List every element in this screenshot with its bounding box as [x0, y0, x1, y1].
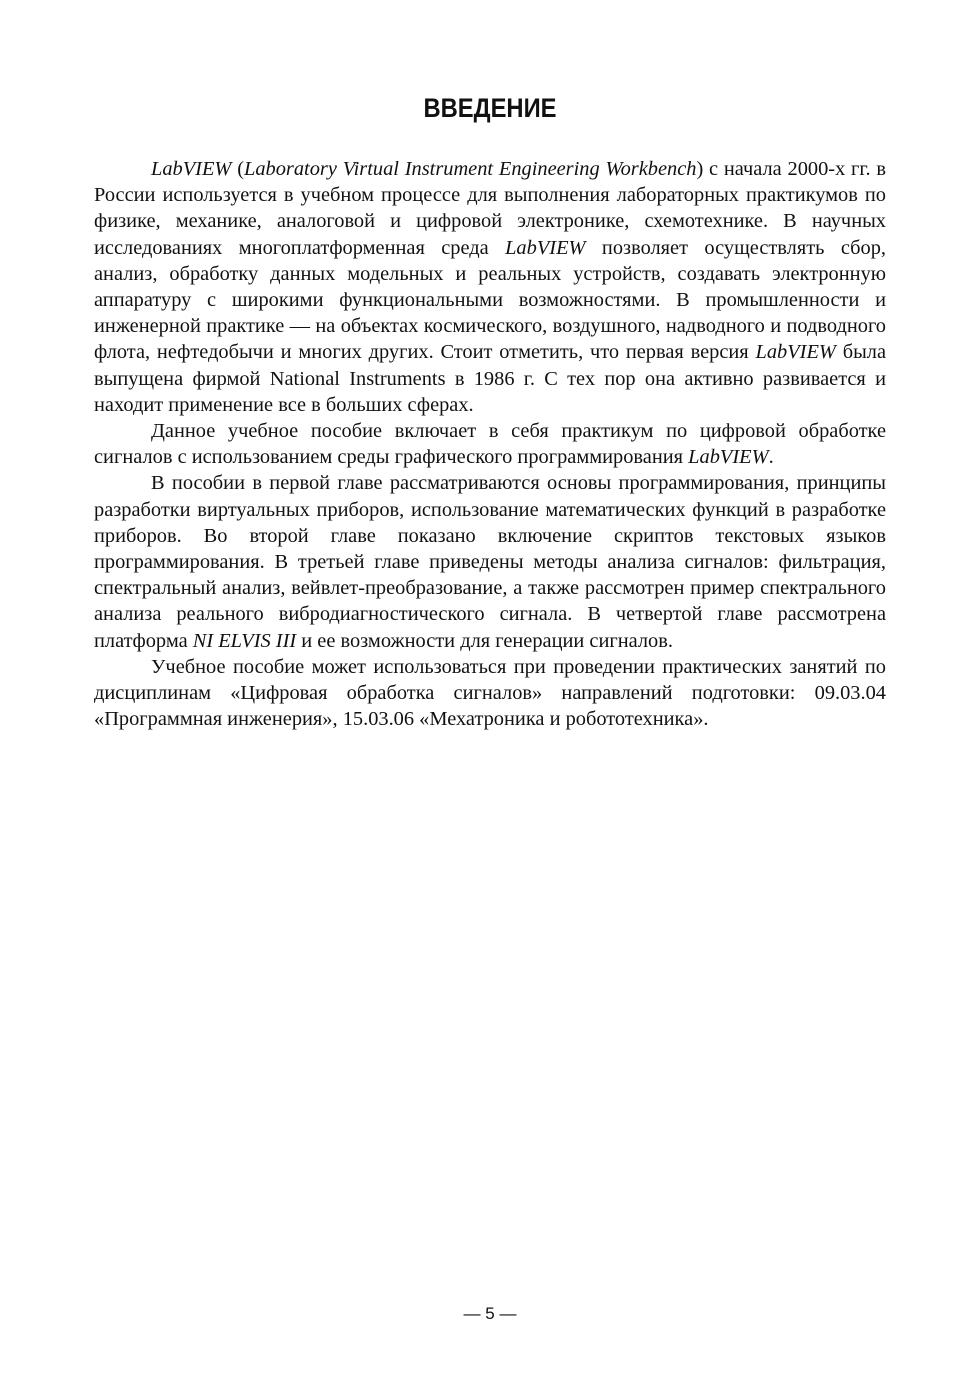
text-segment: NI ELVIS III	[192, 629, 297, 652]
text-segment: (	[231, 158, 244, 180]
text-segment: Данное учебное пособие включает в себя практикум по цифровой обработке сигналов с использованием среды графического программирования	[94, 420, 886, 469]
text-segment: ) с начала 2000-х гг. в России используется в учебном процессе для выполнения лабораторных практикумов по физике, механике, аналоговой и цифровой электронике, схемотехнике. В научных исследованиях многоплатформенная среда	[94, 158, 886, 259]
text-segment: Laboratory Virtual Instrument Engineering Workbench	[244, 158, 697, 180]
page-title: ВВЕДЕНИЕ	[423, 93, 557, 123]
text-segment: LabVIEW	[151, 158, 232, 180]
text-segment: LabVIEW	[505, 236, 586, 259]
paragraph-labview-history	[94, 156, 886, 418]
page-number: — 5 —	[463, 1304, 517, 1323]
text-segment: позволяет осуществлять сбор, анализ, обработку данных модельных и реальных устройств, создавать электронную аппаратуру с широкими функциональными возможностями. В промышленности и инженерной практике — на объектах космического, воздушного, надводного и подводного флота, нефтедобычи и многих других. Стоит отметить, что первая версия	[94, 236, 886, 364]
paragraph-tutorial-scope	[94, 418, 886, 470]
paragraph-usage	[94, 654, 886, 733]
text-segment: Учебное пособие может использоваться при проведении практических занятий по дисциплинам «Цифровая обработка сигналов» направлений подготовки: 09.03.04 «Программная инженерия», 15.03.06 «Мехатроника и робототехника».	[94, 655, 886, 731]
text-segment: и ее возможности для генерации сигналов.	[296, 629, 673, 652]
text-segment: LabVIEW	[755, 341, 836, 364]
paragraph-chapters-overview	[94, 470, 886, 653]
text-segment: была выпущена фирмой National Instruments в 1986 г. С тех пор она активно развивается и находит применение все в больших сферах.	[94, 341, 886, 416]
text-segment: LabVIEW	[688, 446, 769, 469]
introduction-body	[94, 156, 886, 732]
text-segment: В пособии в первой главе рассматриваются основы программирования, принципы разработки виртуальных приборов, использование математических функций в разработке приборов. Во второй главе показано включение скриптов текстовых языков программирования. В третьей главе приведены методы анализа сигналов: фильтрация, спектральный анализ, вейвлет-преобразование, а также рассмотрен пример спектрального анализа реального вибродиагностического сигнала. В четвертой главе рассмотрена платформа	[94, 472, 886, 652]
text-segment: .	[768, 446, 774, 469]
